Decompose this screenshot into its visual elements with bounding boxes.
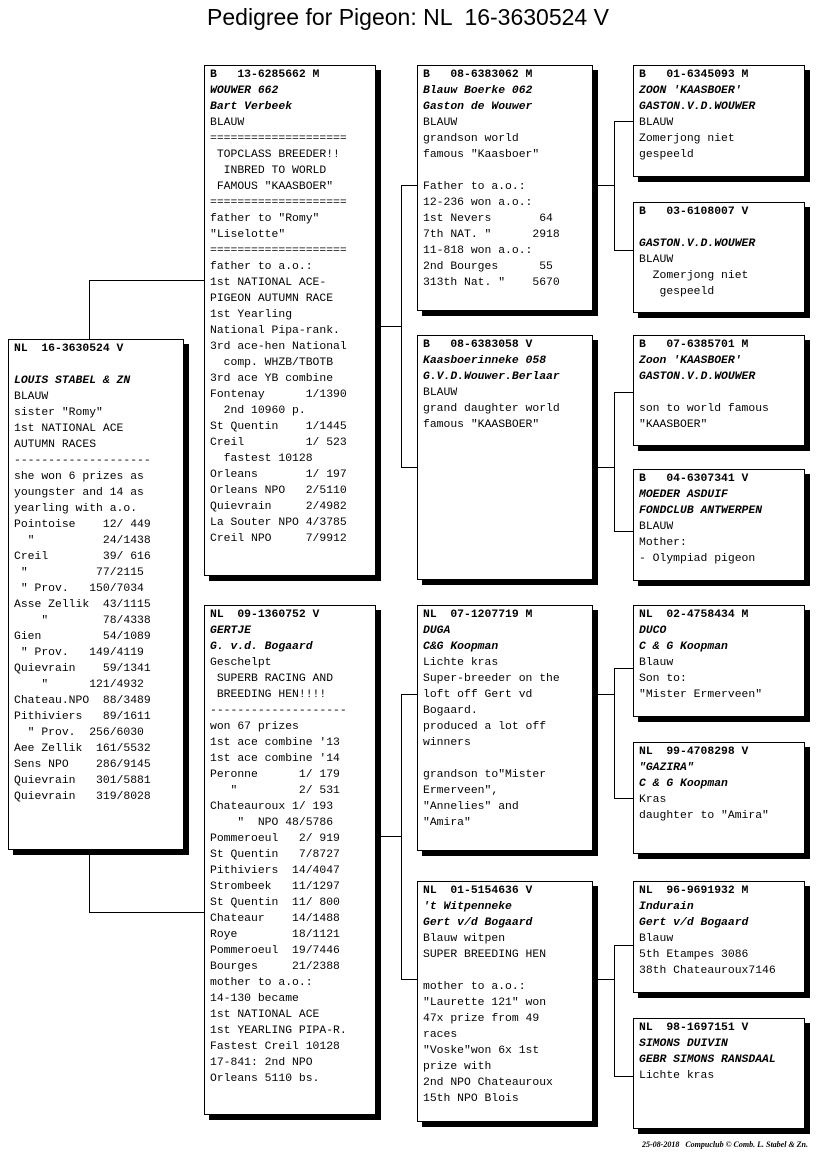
detail-line: Quievrain 59/1341 — [14, 663, 151, 675]
detail-line: Super-breeder on the — [423, 673, 560, 685]
detail-line: gespeeld — [639, 149, 694, 161]
card-details — [423, 899, 587, 1107]
connector-line — [89, 280, 204, 281]
detail-line: " NPO 48/5786 — [210, 817, 334, 829]
detail-line: 15th NPO Blois — [423, 1093, 519, 1105]
detail-line: 2nd NPO Chateauroux — [423, 1077, 553, 1089]
detail-line: Gert v/d Bogaard — [423, 917, 533, 929]
detail-line: GASTON.V.D.WOUWER — [639, 101, 756, 113]
connector-line — [401, 185, 402, 467]
detail-line: AUTUMN RACES — [14, 439, 97, 451]
detail-line: father to a.o.: — [210, 261, 313, 273]
detail-line: " Prov. 149/4119 — [14, 647, 144, 659]
connector-line — [614, 392, 633, 393]
detail-line: GASTON.V.D.WOUWER — [639, 238, 756, 250]
connector-line — [598, 185, 615, 186]
detail-line: BLAUW — [14, 391, 49, 403]
detail-line: " 2/ 531 — [210, 785, 340, 797]
detail-line: Orleans 5110 bs. — [210, 1073, 320, 1085]
detail-line: Asse Zellik 43/1115 — [14, 599, 151, 611]
dam-card — [204, 605, 376, 1115]
detail-line: Creil 1/ 523 — [210, 437, 347, 449]
connector-line — [381, 836, 402, 837]
dam-dam-sire-card — [633, 881, 805, 993]
connector-line — [381, 326, 402, 327]
detail-line: ==================== — [210, 133, 347, 145]
detail-line: Chateaur 14/1488 — [210, 913, 340, 925]
detail-line: yearling with a.o. — [14, 503, 138, 515]
card-details — [639, 899, 799, 979]
connector-line — [614, 250, 633, 251]
detail-line: " Prov. 256/6030 — [14, 727, 144, 739]
detail-line: Orleans 1/ 197 — [210, 469, 347, 481]
connector-line — [401, 979, 417, 980]
detail-line: PIGEON AUTUMN RACE — [210, 293, 334, 305]
detail-line: son to world famous — [639, 403, 769, 415]
detail-line: Son to: — [639, 673, 687, 685]
detail-line: loft off Gert vd — [423, 689, 533, 701]
detail-line: Zoon 'KAASBOER' — [639, 355, 742, 367]
detail-line: famous "Kaasboer" — [423, 149, 540, 161]
detail-line: 38th Chateauroux7146 — [639, 965, 776, 977]
connector-line — [614, 1076, 633, 1077]
ring-number: NL 96-9691932 M — [639, 885, 749, 897]
card-details — [210, 623, 370, 1087]
detail-line: 12-236 won a.o.: — [423, 197, 533, 209]
card-details — [639, 487, 799, 567]
detail-line: 1st Yearling — [210, 309, 293, 321]
detail-line: "GAZIRA" — [639, 762, 694, 774]
detail-line: Blauw — [639, 933, 674, 945]
detail-line — [423, 963, 587, 979]
sire-sire-dam-card — [633, 202, 805, 313]
detail-line: Bourges 21/2388 — [210, 961, 340, 973]
card-details — [210, 83, 370, 547]
connector-line — [89, 850, 90, 912]
detail-line: grandson to"Mister — [423, 769, 547, 781]
connector-line — [614, 945, 633, 946]
ring-number: B 04-6307341 V — [639, 473, 749, 485]
detail-line: prize with — [423, 1061, 492, 1073]
card-details — [639, 1036, 799, 1084]
connector-line — [89, 912, 204, 913]
detail-line: BLAUW — [210, 117, 245, 129]
detail-line: 1st NATIONAL ACE — [210, 1009, 320, 1021]
detail-line: Zomerjong niet — [639, 133, 735, 145]
detail-line: 1st ace combine '14 — [210, 753, 340, 765]
detail-line: 1st ace combine '13 — [210, 737, 340, 749]
connector-line — [401, 694, 402, 979]
detail-line: Creil NPO 7/9912 — [210, 533, 347, 545]
sire-sire-card — [417, 65, 593, 311]
detail-line: comp. WHZB/TBOTB — [210, 357, 334, 369]
detail-line: MOEDER ASDUIF — [639, 489, 728, 501]
detail-line: 2nd 10960 p. — [210, 405, 306, 417]
ring-number: B 13-6285662 M — [210, 69, 320, 81]
detail-line: Pithiviers 14/4047 — [210, 865, 340, 877]
connector-line — [614, 392, 615, 531]
detail-line: daughter to "Amira" — [639, 810, 769, 822]
detail-line: Aee Zellik 161/5532 — [14, 743, 151, 755]
detail-line: INBRED TO WORLD — [210, 165, 327, 177]
ring-number: B 08-6383062 M — [423, 69, 533, 81]
detail-line: SUPER BREEDING HEN — [423, 949, 547, 961]
detail-line: 3rd ace YB combine — [210, 373, 334, 385]
detail-line: Gert v/d Bogaard — [639, 917, 749, 929]
detail-line: 1st Nevers 64 — [423, 213, 553, 225]
detail-line: sister "Romy" — [14, 407, 103, 419]
connector-line — [401, 185, 417, 186]
detail-line: SUPERB RACING AND — [210, 673, 334, 685]
detail-line — [639, 385, 799, 401]
detail-line: races — [423, 1029, 458, 1041]
connector-line — [614, 798, 633, 799]
detail-line: Indurain — [639, 901, 694, 913]
detail-line: Blauw witpen — [423, 933, 506, 945]
subject-pigeon-card — [8, 339, 184, 850]
card-details — [423, 353, 587, 433]
detail-line: St Quentin 7/8727 — [210, 849, 340, 861]
detail-line: DUGA — [423, 625, 451, 637]
detail-line: FAMOUS "KAASBOER" — [210, 181, 334, 193]
detail-line: 1st NATIONAL ACE — [14, 423, 124, 435]
detail-line: "KAASBOER" — [639, 419, 708, 431]
dam-dam-dam-card — [633, 1018, 805, 1129]
detail-line: 17-841: 2nd NPO — [210, 1057, 313, 1069]
dam-sire-dam-card — [633, 742, 805, 854]
detail-line: C&G Koopman — [423, 641, 499, 653]
detail-line: ZOON 'KAASBOER' — [639, 85, 742, 97]
detail-line: Gaston de Wouwer — [423, 101, 533, 113]
detail-line: Father to a.o.: — [423, 181, 526, 193]
detail-line: 11-818 won a.o.: — [423, 245, 533, 257]
detail-line: Orleans NPO 2/5110 — [210, 485, 347, 497]
detail-line: Pithiviers 89/1611 — [14, 711, 151, 723]
detail-line: Quievrain 301/5881 — [14, 775, 151, 787]
connector-line — [614, 121, 633, 122]
detail-line: Bogaard. — [423, 705, 478, 717]
connector-line — [401, 694, 417, 695]
detail-line: Ermerveen", — [423, 785, 499, 797]
detail-line: Bart Verbeek — [210, 101, 293, 113]
detail-line: Pointoise 12/ 449 — [14, 519, 151, 531]
detail-line: WOUWER 662 — [210, 85, 279, 97]
detail-line: " 121/4932 — [14, 679, 144, 691]
detail-line: St Quentin 1/1445 — [210, 421, 347, 433]
sire-dam-sire-card — [633, 335, 805, 446]
ring-number: NL 01-5154636 V — [423, 885, 533, 897]
detail-line: 14-130 became — [210, 993, 299, 1005]
detail-line: LOUIS STABEL & ZN — [14, 375, 131, 387]
detail-line: 't Witpenneke — [423, 901, 512, 913]
sire-sire-sire-card — [633, 65, 805, 177]
detail-line: Chateauroux 1/ 193 — [210, 801, 334, 813]
card-details — [423, 83, 587, 291]
ring-number: NL 98-1697151 V — [639, 1022, 749, 1034]
detail-line: Gien 54/1089 — [14, 631, 151, 643]
detail-line: "Voske"won 6x 1st — [423, 1045, 540, 1057]
connector-line — [614, 531, 633, 532]
card-details — [14, 357, 178, 805]
detail-line: mother to a.o.: — [210, 977, 313, 989]
sire-dam-card — [417, 335, 593, 580]
detail-line: Blauw — [639, 657, 674, 669]
detail-line: 313th Nat. " 5670 — [423, 277, 560, 289]
card-details — [639, 623, 799, 703]
detail-line: BLAUW — [639, 521, 674, 533]
detail-line: ==================== — [210, 197, 347, 209]
detail-line: 47x prize from 49 — [423, 1013, 540, 1025]
detail-line: G.V.D.Wouwer.Berlaar — [423, 371, 560, 383]
detail-line: BREEDING HEN!!!! — [210, 689, 327, 701]
detail-line: fastest 10128 — [210, 453, 313, 465]
detail-line: won 67 prizes — [210, 721, 299, 733]
connector-line — [89, 280, 90, 339]
detail-line: 1st NATIONAL ACE- — [210, 277, 327, 289]
detail-line: Peronne 1/ 179 — [210, 769, 340, 781]
detail-line: Chateau.NPO 88/3489 — [14, 695, 151, 707]
detail-line: Strombeek 11/1297 — [210, 881, 340, 893]
ring-number: NL 02-4758434 M — [639, 609, 749, 621]
card-details — [639, 220, 799, 300]
detail-line: Blauw Boerke 062 — [423, 85, 533, 97]
page-title: Pedigree for Pigeon: NL 16-3630524 V — [207, 4, 609, 30]
dam-sire-card — [417, 605, 593, 851]
detail-line — [14, 357, 178, 373]
detail-line: - Olympiad pigeon — [639, 553, 756, 565]
ring-number: NL 09-1360752 V — [210, 609, 320, 621]
connector-line — [598, 694, 615, 695]
detail-line: Mother: — [639, 537, 687, 549]
detail-line: BLAUW — [423, 117, 458, 129]
detail-line: Kras — [639, 794, 667, 806]
detail-line: mother to a.o.: — [423, 981, 526, 993]
detail-line: Quievrain 319/8028 — [14, 791, 151, 803]
detail-line: Pommeroeul 2/ 919 — [210, 833, 340, 845]
connector-line — [401, 467, 417, 468]
ring-number: B 01-6345093 M — [639, 69, 749, 81]
detail-line: "Laurette 121" won — [423, 997, 547, 1009]
detail-line: 1st YEARLING PIPA-R. — [210, 1025, 347, 1037]
detail-line: "Amira" — [423, 817, 471, 829]
detail-line — [639, 220, 799, 236]
detail-line — [423, 751, 587, 767]
detail-line: "Mister Ermerveen" — [639, 689, 763, 701]
detail-line: grandson world — [423, 133, 519, 145]
detail-line: " 24/1438 — [14, 535, 151, 547]
detail-line: G. v.d. Bogaard — [210, 641, 313, 653]
sire-dam-dam-card — [633, 469, 805, 581]
detail-line: "Liselotte" — [210, 229, 286, 241]
detail-line: GASTON.V.D.WOUWER — [639, 371, 756, 383]
dam-dam-card — [417, 881, 593, 1122]
detail-line: DUCO — [639, 625, 667, 637]
ring-number: B 07-6385701 M — [639, 339, 749, 351]
detail-line: Roye 18/1121 — [210, 929, 340, 941]
connector-line — [614, 668, 633, 669]
detail-line: Creil 39/ 616 — [14, 551, 151, 563]
dam-sire-sire-card — [633, 605, 805, 717]
detail-line: " 78/4338 — [14, 615, 151, 627]
card-details — [639, 83, 799, 163]
connector-line — [614, 668, 615, 798]
detail-line: -------------------- — [210, 705, 347, 717]
ring-number: B 03-6108007 V — [639, 206, 749, 218]
ring-number: B 08-6383058 V — [423, 339, 533, 351]
detail-line: Sens NPO 286/9145 — [14, 759, 151, 771]
detail-line: Pommeroeul 19/7446 — [210, 945, 340, 957]
detail-line: C & G Koopman — [639, 778, 728, 790]
connector-line — [614, 945, 615, 1076]
ring-number: NL 99-4708298 V — [639, 746, 749, 758]
ring-number: NL 07-1207719 M — [423, 609, 533, 621]
detail-line: BLAUW — [639, 254, 674, 266]
detail-line: Lichte kras — [639, 1070, 715, 1082]
detail-line: famous "KAASBOER" — [423, 419, 540, 431]
footer-credit: 25-08-2018 Compuclub © Comb. L. Stabel & Zn. — [642, 1140, 808, 1149]
detail-line: TOPCLASS BREEDER!! — [210, 149, 340, 161]
detail-line: 2nd Bourges 55 — [423, 261, 553, 273]
detail-line: Zomerjong niet — [639, 270, 749, 282]
detail-line: father to "Romy" — [210, 213, 320, 225]
detail-line: BLAUW — [639, 117, 674, 129]
detail-line: -------------------- — [14, 455, 151, 467]
detail-line: she won 6 prizes as — [14, 471, 144, 483]
detail-line: produced a lot off — [423, 721, 547, 733]
detail-line: La Souter NPO 4/3785 — [210, 517, 347, 529]
detail-line: " Prov. 150/7034 — [14, 583, 144, 595]
detail-line: Quievrain 2/4982 — [210, 501, 347, 513]
sire-card — [204, 65, 376, 576]
detail-line: 5th Etampes 3086 — [639, 949, 749, 961]
detail-line: BLAUW — [423, 387, 458, 399]
detail-line — [423, 163, 587, 179]
detail-line: SIMONS DUIVIN — [639, 1038, 728, 1050]
detail-line: youngster and 14 as — [14, 487, 144, 499]
detail-line: FONDCLUB ANTWERPEN — [639, 505, 763, 517]
detail-line: Lichte kras — [423, 657, 499, 669]
detail-line: 3rd ace-hen National — [210, 341, 347, 353]
detail-line: gespeeld — [639, 286, 715, 298]
card-details — [639, 353, 799, 433]
detail-line: "Annelies" and — [423, 801, 519, 813]
detail-line: GEBR SIMONS RANSDAAL — [639, 1054, 776, 1066]
detail-line: Kaasboerinneke 058 — [423, 355, 547, 367]
card-details — [639, 760, 799, 824]
card-details — [423, 623, 587, 831]
detail-line: Fontenay 1/1390 — [210, 389, 347, 401]
detail-line: winners — [423, 737, 471, 749]
detail-line: grand daughter world — [423, 403, 560, 415]
detail-line: ==================== — [210, 245, 347, 257]
detail-line: " 77/2115 — [14, 567, 144, 579]
detail-line: C & G Koopman — [639, 641, 728, 653]
ring-number: NL 16-3630524 V — [14, 343, 124, 355]
detail-line: National Pipa-rank. — [210, 325, 340, 337]
detail-line: Fastest Creil 10128 — [210, 1041, 340, 1053]
detail-line: 7th NAT. " 2918 — [423, 229, 560, 241]
connector-line — [598, 979, 615, 980]
detail-line: GERTJE — [210, 625, 252, 637]
detail-line: St Quentin 11/ 800 — [210, 897, 340, 909]
detail-line: Geschelpt — [210, 657, 272, 669]
connector-line — [598, 467, 615, 468]
